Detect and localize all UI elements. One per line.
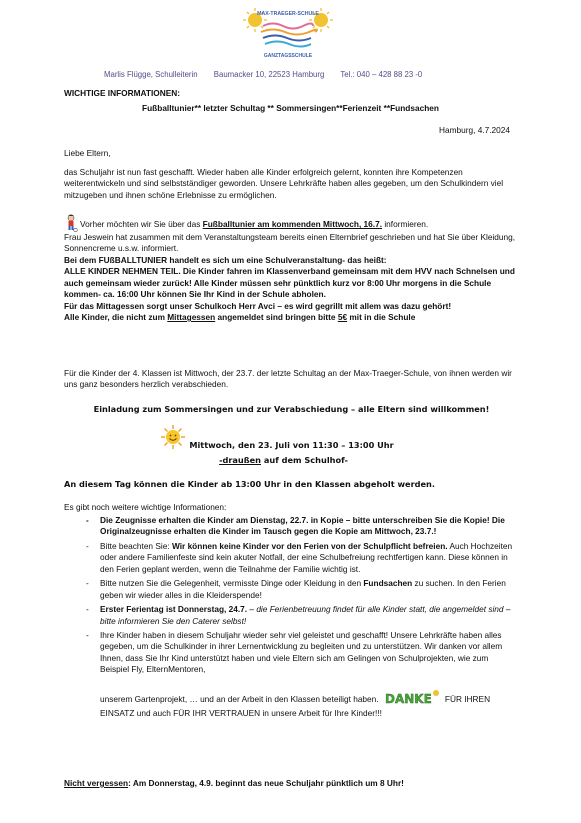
b3-rest: zu suchen. In den Ferien geben wir wieder alles in die Kleiderspende! [100,578,506,600]
football-p5-amount: 5€ [337,312,348,323]
b5-text: Ihre Kinder haben in diesem Schuljahr wieder sehr viel geleistet und geschafft! Unsere Lehrkräfte haben alles gegeben, um die Schulkinder in ihrer Lernentwicklung zu begleiten und zu unterstützen. Wir danken vor allem Ihnen, dass Sie Ihr Kind unterstützt haben und viele Eltern sich am Gelingen von Schulprojekten, wie zum Beispiel Fly, ElternMentoren, [100,629,503,675]
football-lead-line [64,214,519,232]
logo-text-top: MAX-TRAEGER-SCHULE [257,11,319,17]
football-p1: Frau Jeswein hat zusammen mit dem Veranstaltungsteam bereits einen Elternbrief geschrieben und hat Sie über Kleidung, Sonnencreme u.s.w. informiert. [64,232,516,254]
farewell-paragraph: Für die Kinder der 4. Klassen ist Mittwoch, der 23.7. der letzte Schultag an der Max-Traeger-Schule, von ihnen werden wir uns ganz besonders herzlich verabschieden. [64,368,512,390]
football-p5-lunch: Mittagessen [167,312,216,323]
football-lead-end: informieren. [382,219,429,229]
sender-name: Marlis Flügge, Schulleiterin [104,70,198,79]
football-event: Fußballtunier am kommenden Mittwoch, 16.7. [202,219,383,229]
letter-subject: Fußballtunier** letzter Schultag ** Sommersingen**Ferienzeit **Fundsachen [142,103,439,113]
football-p5-e: mit in die Schule [347,312,416,323]
sender-line [104,70,436,81]
invitation-where-rest: auf dem Schulhof- [261,455,348,465]
school-logo [233,4,343,70]
list-item-holiday [64,604,519,627]
greeting: Liebe Eltern, [64,148,111,158]
football-p5-a: Alle Kinder, die nicht zum [64,312,168,323]
invitation-headline: Einladung zum Sommersingen und zur Verabschiedung – alle Eltern sind willkommen! [93,404,490,414]
b5-line [100,688,519,719]
football-p5 [64,312,519,323]
b3-fundsachen: Fundsachen [363,578,413,589]
closing-text: : Am Donnerstag, 4.9. beginnt das neue Schuljahr pünktlich um 8 Uhr! [128,778,404,788]
football-lead: Vorher möchten wir Sie über das [80,219,203,229]
list-item-school-duty [64,541,519,575]
invitation-pickup: An diesem Tag können die Kinder ab 13:00 Uhr in den Klassen abgeholt werden. [64,479,435,489]
b4-bold: Erster Ferientag ist Donnerstag, 24.7. [100,604,248,615]
sender-phone: Tel.: 040 – 428 88 23 -0 [340,70,423,79]
invitation-where-outside: -draußen [219,455,261,465]
letter-title: WICHTIGE INFORMATIONEN: [64,88,180,98]
b3-lead: Bitte nutzen Sie die Gelegenheit, vermisste Dinge oder Kleidung in den [100,578,364,589]
info-list [64,515,519,722]
danke-text: DANKE [384,691,432,706]
b2-bold: Wir können keine Kinder vor den Ferien von der Schulpflicht befreien. [171,540,448,551]
football-p3: ALLE KINDER NEHMEN TEIL. Die Kinder fahren im Klassenverband gemeinsam mit dem HVV nach Schnelsen und auch gemeinsam wieder zurück! Alle Kinder müssen sehr pünktlich kurz vor 8:00 Uhr morgens in die Schule kommen- ca. 16:00 Uhr können Sie Ihr Kind in der Schule abholen. [64,266,515,300]
b5-garden: unserem Gartenprojekt, … und an der Arbeit in den Klassen beteiligt haben. [100,693,379,704]
list-item-lost-found [64,578,519,601]
intro-paragraph: das Schuljahr ist nun fast geschafft. Wieder haben alle Kinder erfolgreich gelernt, konnten ihre Kompetenzen weiterentwickeln und sind selbstständiger geworden. Unsere Lehrkräfte haben alles gegeben, um den Schulkindern viel mitzugeben und ihnen schöne Erlebnisse zu ermöglichen. [64,167,504,200]
closing-note [64,778,519,789]
logo-waves [261,24,317,47]
b5-thanks-caps: FÜR IHREN EINSATZ und auch FÜR IHR VERTRAUEN in unsere Arbeit für Ihre Kinder!!! [100,693,491,718]
b4-italic: – die Ferienbetreuung findet für alle Kinder statt, die angemeldet sind – bitte informieren Sie den Caterer selbst! [100,604,511,626]
b2-rest: Auch Hochzeiten oder andere Familienfeste sind kein akuter Notfall, der eine Schulbefreiung rechtfertigen kann. Diese können in den Ferien geplant werden, wenn die Teilnahme der Familie wichtig ist. [100,540,513,574]
b2-lead: Bitte beachten Sie: [100,540,172,551]
sender-address: Baumacker 10, 22523 Hamburg [213,70,325,79]
invitation-when: Mittwoch, den 23. Juli von 11:30 – 13:00 Uhr [189,440,394,450]
list-item-thanks [64,630,519,719]
closing-label: Nicht vergessen [64,778,129,788]
football-p2: Bei dem FUßBALLTUNIER handelt es sich um eine Schulveranstaltung- das heißt: [64,254,387,265]
invitation-where [64,455,519,466]
more-info-intro: Es gibt noch weitere wichtige Informationen: [64,502,227,512]
list-item-certificates: - Die Zeugnisse erhalten die Kinder am Dienstag, 22.7. in Kopie – bitte unterschreiben Sie die Kopie! Die Originalzeugnisse erhalten die Kinder im Tausch gegen die Kopie am Mittwoch, 23.7.! [64,515,519,538]
letter-date: Hamburg, 4.7.2024 [438,125,510,135]
football-section [64,214,519,324]
football-p4: Für das Mittagessen sorgt unser Schulkoch Herr Avci – es wird gegrillt mit allem was dazu gehört! [64,300,452,311]
football-boy-icon [64,214,78,232]
football-p5-c: angemeldet sind bringen bitte [215,312,338,323]
danke-icon [383,688,441,708]
logo-text-bottom: GANZTAGSSCHULE [263,53,313,59]
